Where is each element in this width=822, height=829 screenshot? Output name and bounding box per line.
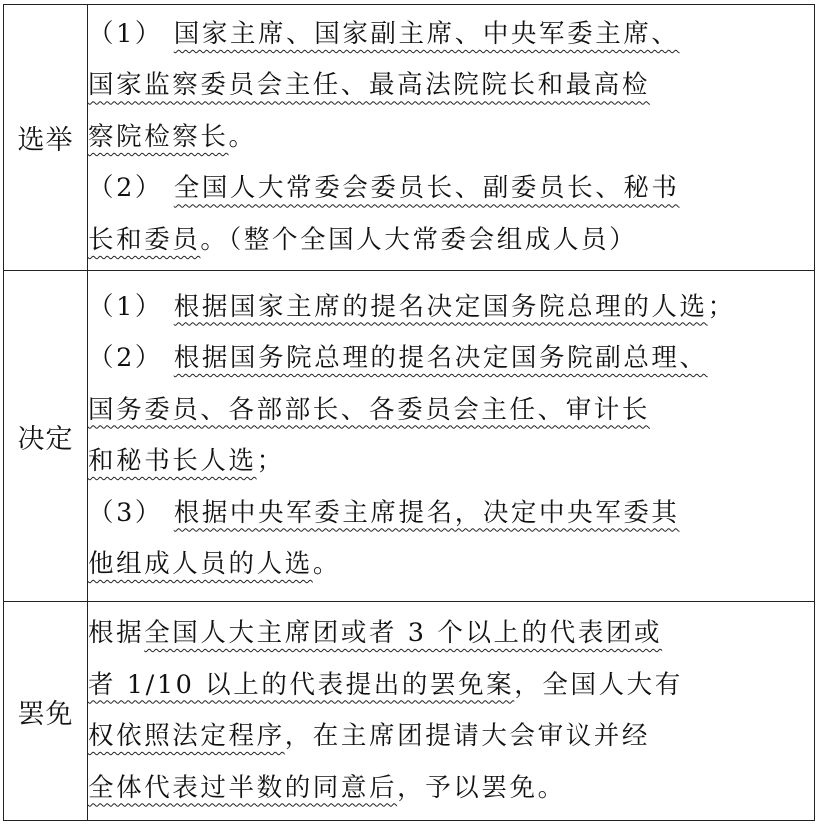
wavy-underlined-text: 者 1/10 以上的代表提出的罢免案 <box>88 669 515 700</box>
text-line <box>88 60 814 112</box>
plain-text: ； <box>707 291 736 322</box>
plain-text: 。（整个全国人大常委会组成人员） <box>200 224 638 255</box>
paragraph <box>88 608 814 814</box>
plain-text: （3） <box>88 497 174 528</box>
row-content-cell <box>88 271 815 602</box>
row-content-cell <box>88 5 815 271</box>
paragraph <box>88 163 814 266</box>
wavy-underlined-text: 根据国务院总理的提名决定国务院副总理、 <box>173 343 708 373</box>
wavy-underlined-text: 根据中央军委主席提名，决定中央军委其 <box>173 497 680 528</box>
wavy-underlined-text: 全国人大主席团或者 3 个以上的代表团或 <box>144 618 663 648</box>
plain-text: ； <box>256 446 285 476</box>
powers-table-body <box>4 5 815 821</box>
row-content-cell <box>88 602 815 821</box>
plain-text: （2） <box>88 173 174 204</box>
plain-text: 根据 <box>88 618 145 648</box>
wavy-underlined-text: 权依照法定程序 <box>88 721 285 751</box>
paragraph <box>88 282 814 334</box>
text-line <box>88 436 814 488</box>
text-line <box>88 385 814 437</box>
wavy-underlined-text: 全国人大常委会委员长、副委员长、秘书 <box>173 173 680 204</box>
plain-text: （1） <box>88 291 174 322</box>
text-line <box>88 112 814 164</box>
text-line <box>88 488 814 540</box>
table-row-decision <box>4 271 815 602</box>
wavy-underlined-text: 察院检察长 <box>88 121 229 152</box>
plain-text: 。 <box>312 549 341 579</box>
row-label-cell <box>4 5 88 271</box>
wavy-underlined-text: 国务委员、各部部长、各委员会主任、审计长 <box>88 394 651 425</box>
row-label: 选举 <box>17 125 74 156</box>
plain-text: ，全国人大有 <box>514 669 683 700</box>
text-line <box>88 608 814 660</box>
powers-table <box>3 4 815 821</box>
row-label-cell <box>4 271 88 602</box>
text-line <box>88 711 814 763</box>
plain-text: ，在主席团提请大会审议并经 <box>284 721 651 751</box>
wavy-underlined-text: 全体代表过半数的同意后 <box>88 772 398 803</box>
text-line <box>88 333 814 385</box>
paragraph <box>88 9 814 164</box>
plain-text: ，予以罢免。 <box>397 772 566 803</box>
table-row-removal <box>4 602 815 821</box>
text-line <box>88 539 814 591</box>
wavy-underlined-text: 他组成人员的人选 <box>88 549 313 579</box>
wavy-underlined-text: 和秘书长人选 <box>88 446 257 476</box>
text-line <box>88 163 814 215</box>
paragraph <box>88 333 814 488</box>
wavy-underlined-text: 国家主席、国家副主席、中央军委主席、 <box>173 18 680 49</box>
plain-text: 。 <box>228 121 257 152</box>
text-line <box>88 215 814 267</box>
text-line <box>88 660 814 712</box>
table-row-election <box>4 5 815 271</box>
row-label: 决定 <box>17 423 74 455</box>
text-line <box>88 763 814 815</box>
plain-text: （2） <box>88 343 174 373</box>
wavy-underlined-text: 根据国家主席的提名决定国务院总理的人选 <box>173 291 708 322</box>
plain-text: （1） <box>88 18 174 49</box>
text-line <box>88 282 814 334</box>
wavy-underlined-text: 长和委员 <box>88 224 201 255</box>
wavy-underlined-text: 国家监察委员会主任、最高法院院长和最高检 <box>88 70 651 101</box>
paragraph <box>88 488 814 591</box>
row-label: 罢免 <box>17 698 74 730</box>
text-line <box>88 9 814 61</box>
row-label-cell <box>4 602 88 821</box>
